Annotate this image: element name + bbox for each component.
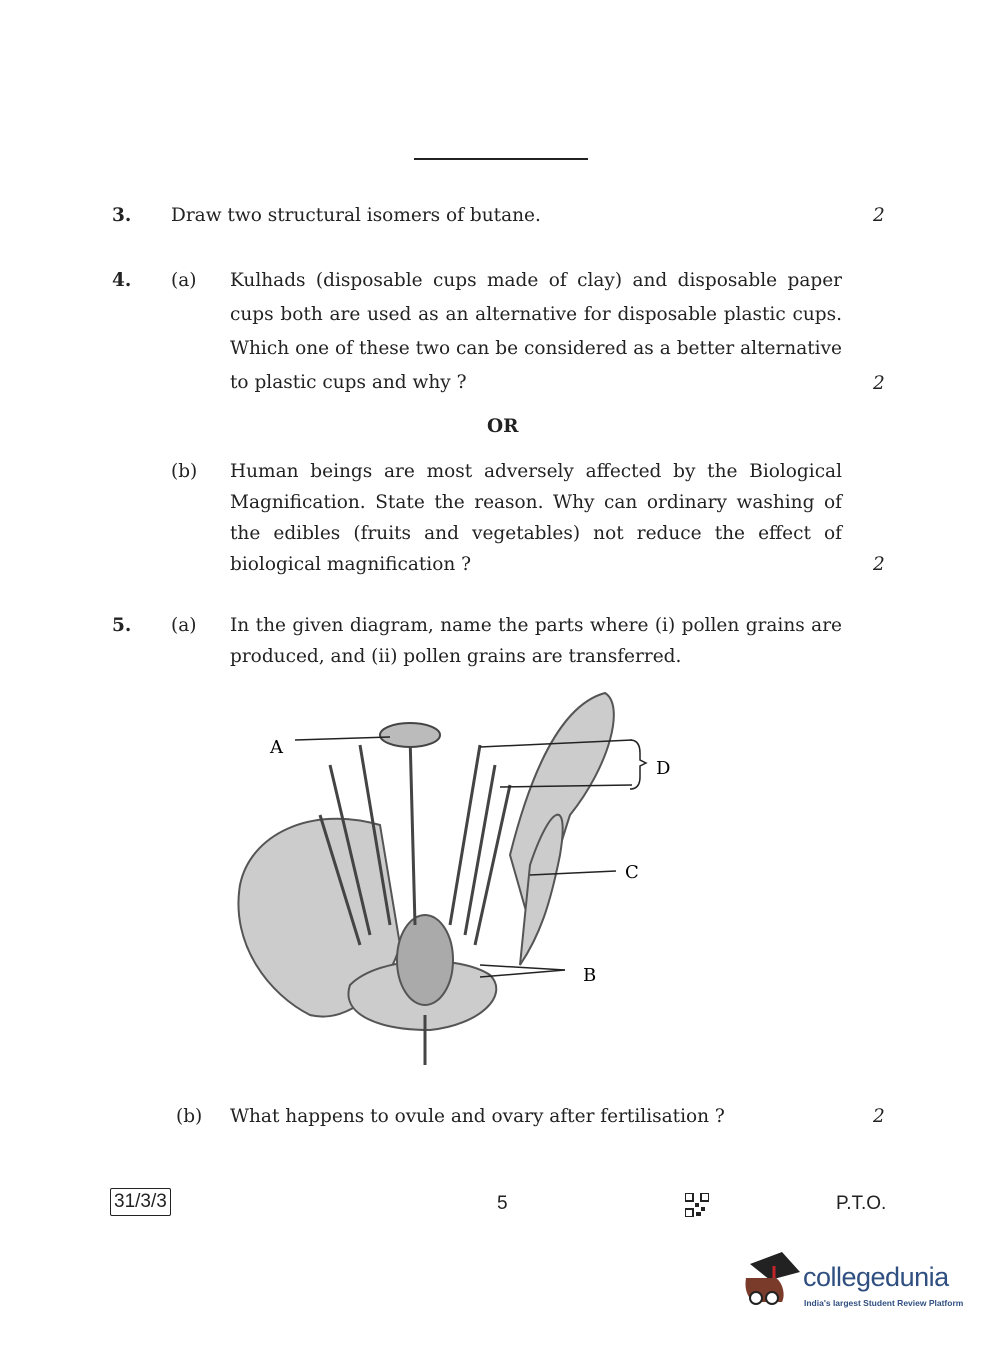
question-4a-text: Kulhads (disposable cups made of clay) and disposable paper cups both are used as an alternative for disposable plastic cups. Which one of these two can be considered as a better alternative to plastic cups and why ?	[230, 270, 842, 393]
question-5-number: 5.	[112, 615, 132, 636]
question-4b-label: (b)	[171, 461, 198, 482]
stigma	[380, 723, 440, 747]
label-d: D	[656, 758, 671, 779]
label-b: B	[583, 965, 597, 986]
question-5a-label: (a)	[171, 615, 197, 636]
question-3-number: 3.	[112, 205, 132, 226]
or-separator: OR	[487, 416, 519, 437]
question-5b-marks: 2	[873, 1106, 885, 1127]
top-divider	[414, 158, 588, 160]
label-c: C	[625, 862, 639, 883]
question-5a-text: In the given diagram, name the parts where (i) pollen grains are produced, and (ii) pollen grains are transferred.	[230, 615, 842, 667]
question-3-text: Draw two structural isomers of butane.	[171, 205, 541, 226]
petal-right	[510, 693, 614, 925]
collegedunia-mascot-icon	[742, 1250, 802, 1320]
question-4b-text: Human beings are most adversely affected by the Biological Magnification. State the reason. Why can ordinary washing of the edibles (fruits and vegetables) not reduce the effect of biological magnification ?	[230, 461, 842, 575]
d-brace	[630, 740, 646, 789]
question-4-number: 4.	[112, 270, 132, 291]
question-5b-label: (b)	[176, 1106, 203, 1127]
question-4a-label: (a)	[171, 270, 197, 291]
qr-code-icon	[685, 1193, 709, 1217]
watermark-tagline: India's largest Student Review Platform	[804, 1298, 964, 1308]
flower-diagram	[230, 685, 690, 1075]
watermark-brand: collegedunia	[803, 1262, 949, 1292]
question-4a-marks: 2	[873, 373, 885, 394]
question-5b-text: What happens to ovule and ovary after fertilisation ?	[230, 1106, 725, 1127]
pto-text: P.T.O.	[836, 1193, 887, 1214]
question-4b-marks: 2	[873, 554, 885, 575]
label-a: A	[270, 737, 283, 758]
page-number: 5	[497, 1193, 508, 1214]
ovary	[397, 915, 453, 1005]
question-3-marks: 2	[873, 205, 885, 226]
style	[410, 735, 415, 925]
paper-code: 31/3/3	[110, 1188, 171, 1216]
